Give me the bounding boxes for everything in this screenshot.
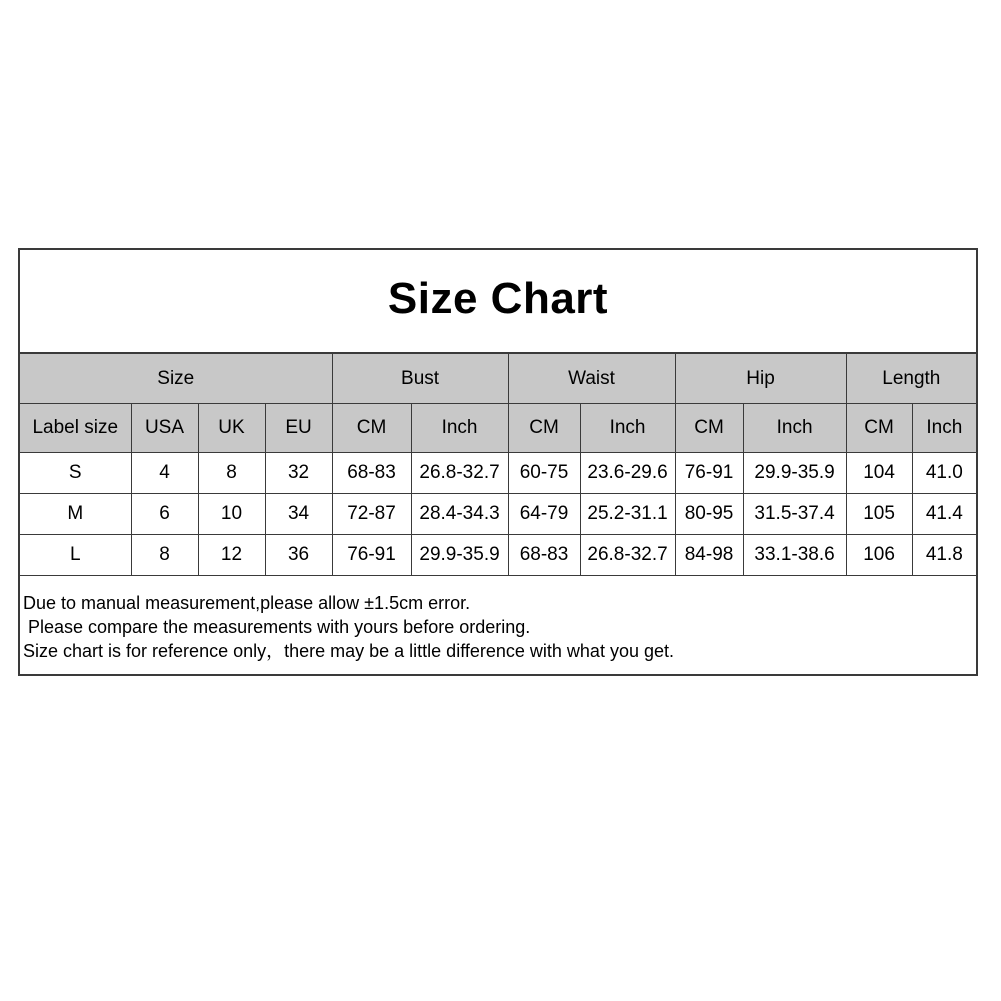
- table-cell: 41.0: [912, 453, 976, 494]
- table-cell: 26.8-32.7: [580, 535, 675, 576]
- sub-header-hip-cm: CM: [675, 404, 743, 453]
- sub-header-uk: UK: [198, 404, 265, 453]
- sub-header-eu: EU: [265, 404, 332, 453]
- note-line: Due to manual measurement,please allow ±1.5cm error.: [23, 593, 471, 613]
- table-cell: 23.6-29.6: [580, 453, 675, 494]
- table-row: [20, 453, 976, 494]
- table-cell: 106: [846, 535, 912, 576]
- table-cell: 41.4: [912, 494, 976, 535]
- group-header-hip: Hip: [675, 354, 846, 404]
- table-cell: 8: [131, 535, 198, 576]
- size-chart: [18, 248, 978, 676]
- table-cell: 25.2-31.1: [580, 494, 675, 535]
- table-cell: 105: [846, 494, 912, 535]
- table-cell: 29.9-35.9: [743, 453, 846, 494]
- table-cell: 76-91: [332, 535, 411, 576]
- table-cell: 104: [846, 453, 912, 494]
- table-cell: 76-91: [675, 453, 743, 494]
- table-cell: 12: [198, 535, 265, 576]
- table-cell: 36: [265, 535, 332, 576]
- note-line: Please compare the measurements with yours before ordering.: [23, 617, 531, 637]
- table-cell: 10: [198, 494, 265, 535]
- notes-section: [20, 575, 976, 663]
- group-header-size: Size: [20, 354, 332, 404]
- title-row: [20, 250, 976, 354]
- table-cell: 28.4-34.3: [411, 494, 508, 535]
- table-cell: 32: [265, 453, 332, 494]
- table-row: [20, 494, 976, 535]
- table-cell: 4: [131, 453, 198, 494]
- table-cell: 31.5-37.4: [743, 494, 846, 535]
- table-cell: 68-83: [508, 535, 580, 576]
- sub-header-label-size: Label size: [20, 404, 131, 453]
- group-header-waist: Waist: [508, 354, 675, 404]
- sub-header-length-inch: Inch: [912, 404, 976, 453]
- table-cell: 26.8-32.7: [411, 453, 508, 494]
- group-header-length: Length: [846, 354, 976, 404]
- table-cell: 64-79: [508, 494, 580, 535]
- table-cell: 60-75: [508, 453, 580, 494]
- group-header-bust: Bust: [332, 354, 508, 404]
- note-line: Size chart is for reference only，there may be a little difference with what you get.: [23, 641, 674, 661]
- table-cell: L: [20, 535, 131, 576]
- table-cell: 84-98: [675, 535, 743, 576]
- table-cell: 8: [198, 453, 265, 494]
- sub-header-waist-cm: CM: [508, 404, 580, 453]
- size-table: [20, 354, 976, 576]
- table-cell: 68-83: [332, 453, 411, 494]
- table-cell: M: [20, 494, 131, 535]
- table-cell: 6: [131, 494, 198, 535]
- table-cell: 29.9-35.9: [411, 535, 508, 576]
- table-cell: 33.1-38.6: [743, 535, 846, 576]
- table-cell: 41.8: [912, 535, 976, 576]
- sub-header-usa: USA: [131, 404, 198, 453]
- chart-title: Size Chart: [387, 274, 609, 323]
- sub-header-length-cm: CM: [846, 404, 912, 453]
- sub-header-row: [20, 404, 976, 453]
- table-cell: 34: [265, 494, 332, 535]
- table-cell: S: [20, 453, 131, 494]
- table-row: [20, 535, 976, 576]
- sub-header-waist-inch: Inch: [580, 404, 675, 453]
- sub-header-bust-cm: CM: [332, 404, 411, 453]
- sub-header-bust-inch: Inch: [411, 404, 508, 453]
- sub-header-hip-inch: Inch: [743, 404, 846, 453]
- table-cell: 72-87: [332, 494, 411, 535]
- group-header-row: [20, 354, 976, 404]
- table-cell: 80-95: [675, 494, 743, 535]
